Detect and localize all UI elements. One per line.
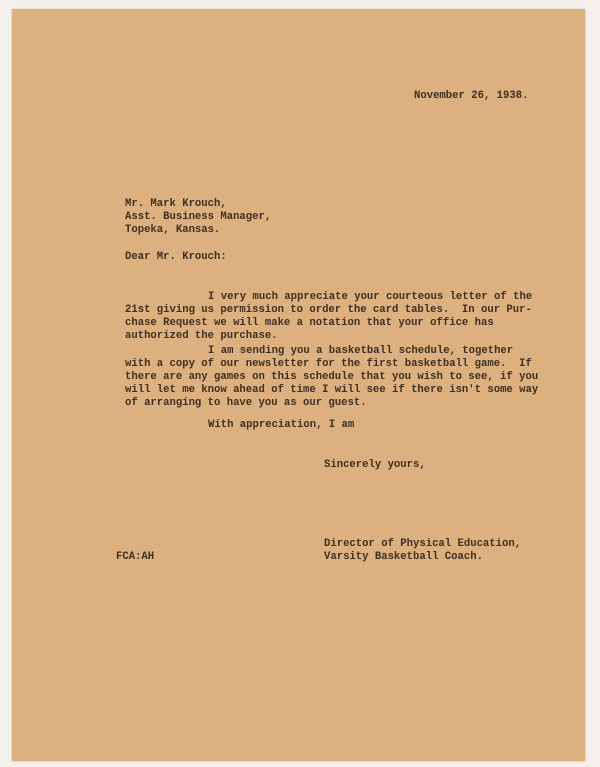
salutation: Dear Mr. Krouch:: [125, 251, 227, 263]
signature-title-2: Varsity Basketball Coach.: [324, 551, 483, 563]
paragraph-2-line-5: of arranging to have you as our guest.: [125, 397, 367, 409]
paragraph-2-line-3: there are any games on this schedule that you wish to see, if you: [125, 371, 539, 383]
paragraph-1-line-3: chase Request we will make a notation that your office has: [125, 317, 494, 329]
recipient-title: Asst. Business Manager,: [125, 211, 272, 223]
letter-date: November 26, 1938.: [414, 90, 529, 102]
letter-page: [12, 9, 585, 761]
signature-title-1: Director of Physical Education,: [324, 538, 522, 550]
paragraph-1-line-1: I very much appreciate your courteous letter of the: [208, 291, 533, 303]
paragraph-2-line-1: I am sending you a basketball schedule, together: [208, 345, 514, 357]
paragraph-2-line-2: with a copy of our newsletter for the first basketball game. If: [125, 358, 532, 370]
complimentary-close: Sincerely yours,: [324, 459, 426, 471]
paragraph-1-line-2: 21st giving us permission to order the card tables. In our Pur-: [125, 304, 532, 316]
recipient-name: Mr. Mark Krouch,: [125, 198, 227, 210]
recipient-location: Topeka, Kansas.: [125, 224, 221, 236]
paragraph-2-line-4: will let me know ahead of time I will see if there isn't some way: [125, 384, 539, 396]
closing-line: With appreciation, I am: [208, 419, 355, 431]
paragraph-1-line-4: authorized the purchase.: [125, 330, 278, 342]
typist-initials: FCA:AH: [116, 551, 155, 563]
